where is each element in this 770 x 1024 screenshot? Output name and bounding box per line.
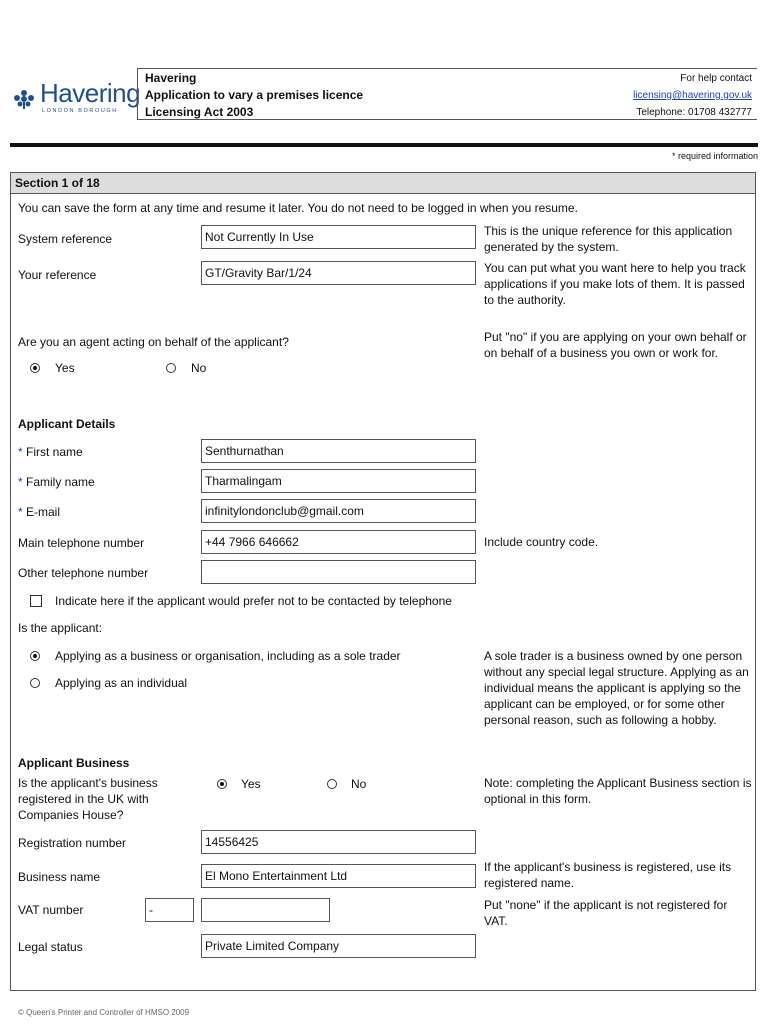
your-ref-label: Your reference <box>18 268 97 282</box>
reg-number-field[interactable]: 14556425 <box>201 830 476 854</box>
agent-yes-label: Yes <box>55 361 75 375</box>
other-tel-field[interactable] <box>201 560 476 584</box>
havering-logo <box>12 78 141 116</box>
vat-prefix-field[interactable]: - <box>145 898 194 922</box>
agent-question: Are you an agent acting on behalf of the applicant? <box>18 335 289 349</box>
reg-number-label: Registration number <box>18 836 127 850</box>
first-name-label: * First name <box>18 445 83 459</box>
companies-house-no-radio[interactable] <box>327 779 337 789</box>
intro-text: You can save the form at any time and resume it later. You do not need to be logged in when you resume. <box>18 201 578 215</box>
is-applicant-label: Is the applicant: <box>18 621 103 635</box>
no-phone-checkbox[interactable] <box>30 595 42 607</box>
system-ref-field[interactable]: Not Currently In Use <box>201 225 476 249</box>
first-name-field[interactable]: Senthurnathan <box>201 439 476 463</box>
agent-no-label: No <box>191 361 207 375</box>
required-note: * required information <box>671 151 758 161</box>
required-star: * <box>18 505 23 519</box>
your-ref-field[interactable]: GT/Gravity Bar/1/24 <box>201 261 476 285</box>
business-name-note: If the applicant's business is registered, use its registered name. <box>484 860 732 890</box>
help-email-link[interactable]: licensing@havering.gov.uk <box>633 90 752 101</box>
section-title: Section 1 of 18 <box>10 172 756 194</box>
agent-yes-radio[interactable] <box>30 363 40 373</box>
your-ref-note: You can put what you want here to help you track applications if you make lots of them. It is passed to the authority. <box>484 261 746 307</box>
vat-label: VAT number <box>18 903 84 917</box>
system-ref-note: This is the unique reference for this application generated by the system. <box>484 224 733 254</box>
system-ref-label: System reference <box>18 232 113 246</box>
individual-radio[interactable] <box>30 678 40 688</box>
main-tel-note: Include country code. <box>484 535 599 549</box>
email-label: * E-mail <box>18 505 61 519</box>
help-label: For help contact <box>680 73 752 84</box>
business-optional-note: Note: completing the Applicant Business section is optional in this form. <box>484 776 752 806</box>
logo-word: Havering <box>40 78 141 108</box>
family-name-field[interactable]: Tharmalingam <box>201 469 476 493</box>
required-star: * <box>18 475 23 489</box>
applicant-details-heading: Applicant Details <box>18 417 116 431</box>
main-tel-field[interactable]: +44 7966 646662 <box>201 530 476 554</box>
companies-house-yes-radio[interactable] <box>217 779 227 789</box>
act-name: Licensing Act 2003 <box>145 105 254 119</box>
org-name: Havering <box>145 71 197 85</box>
individual-option-label: Applying as an individual <box>55 676 188 690</box>
vat-note: Put "none" if the applicant is not registered for VAT. <box>484 898 728 928</box>
form-title-block <box>145 70 363 121</box>
help-telephone: Telephone: 01708 432777 <box>636 107 752 118</box>
agent-note: Put "no" if you are applying on your own behalf or on behalf of a business you own or work for. <box>484 330 747 360</box>
legal-status-label: Legal status <box>18 940 83 954</box>
no-phone-label: Indicate here if the applicant would prefer not to be contacted by telephone <box>55 594 452 608</box>
applicant-business-heading: Applicant Business <box>18 756 130 770</box>
help-contact <box>633 70 752 121</box>
other-tel-label: Other telephone number <box>18 566 149 580</box>
form-title: Application to vary a premises licence <box>145 88 364 102</box>
agent-no-radio[interactable] <box>166 363 176 373</box>
vat-number-field[interactable] <box>201 898 330 922</box>
logo-subtitle: LONDON BOROUGH <box>42 108 118 114</box>
business-option-label: Applying as a business or organisation, including as a sole trader <box>55 649 401 663</box>
business-radio[interactable] <box>30 651 40 661</box>
email-field[interactable]: infinitylondonclub@gmail.com <box>201 499 476 523</box>
companies-house-no-label: No <box>351 777 367 791</box>
applicant-type-note: A sole trader is a business owned by one person without any special legal structure. Applying as an individual means the applicant is applying so the applicant can be employed, or for some other personal reason, such as following a hobby. <box>484 649 749 727</box>
main-tel-label: Main telephone number <box>18 536 145 550</box>
required-star: * <box>18 445 23 459</box>
crest-icon <box>12 88 36 110</box>
copyright-footer: © Queen's Printer and Controller of HMSO 2009 <box>18 1008 190 1017</box>
companies-house-yes-label: Yes <box>241 777 261 791</box>
companies-house-question: Is the applicant's business registered in the UK with Companies House? <box>18 776 158 822</box>
business-name-label: Business name <box>18 870 101 884</box>
legal-status-field[interactable]: Private Limited Company <box>201 934 476 958</box>
family-name-label: * Family name <box>18 475 95 489</box>
business-name-field[interactable]: El Mono Entertainment Ltd <box>201 864 476 888</box>
header-rule <box>10 143 758 147</box>
